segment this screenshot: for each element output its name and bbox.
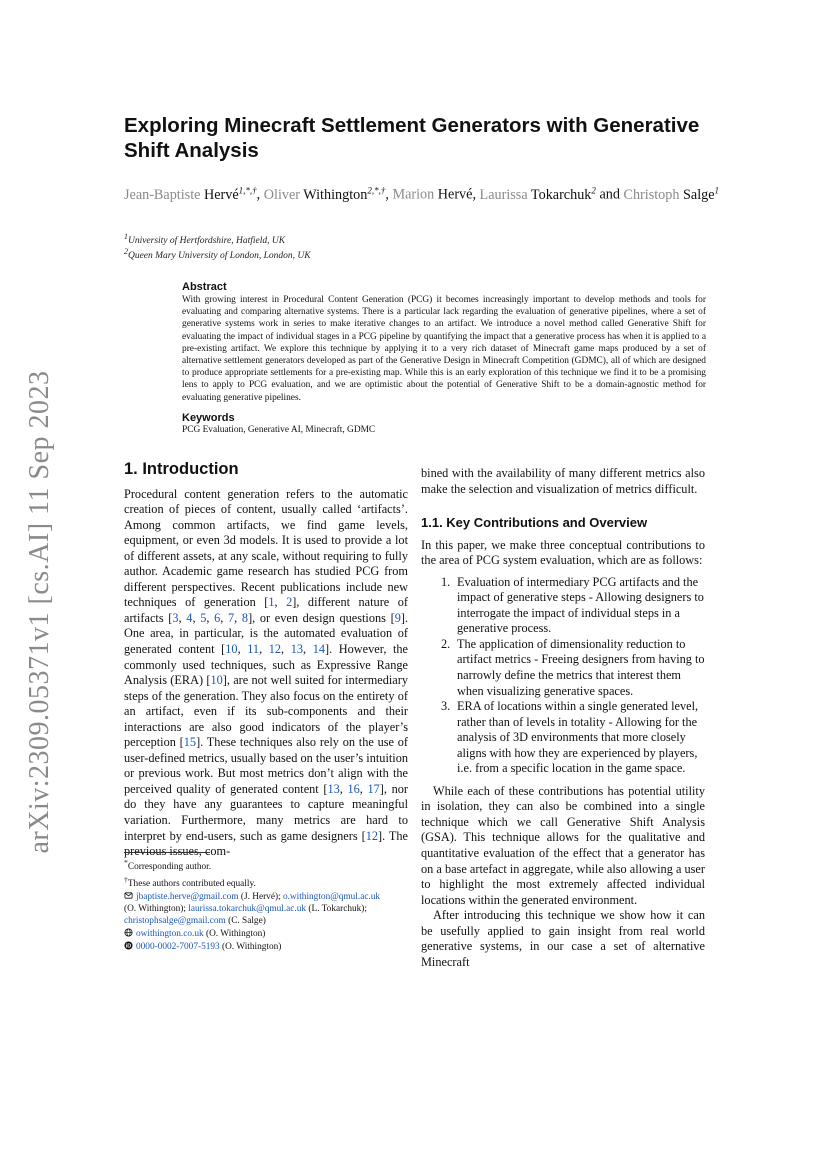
citation-link[interactable]: 14 (312, 642, 325, 657)
affiliation-2 (124, 247, 311, 261)
affiliation-2-text: Queen Mary University of London, London, UK (127, 251, 311, 262)
left-column (124, 462, 408, 860)
affiliation-2-mark: 2 (124, 247, 128, 256)
citation-link[interactable]: 13 (327, 781, 340, 796)
citation-link[interactable]: 2 (286, 595, 293, 610)
author-name: Marion Hervé (392, 186, 473, 203)
footnote-corresponding: *Corresponding author. (124, 858, 212, 873)
citation-link[interactable]: 6 (214, 610, 221, 625)
orcid-icon (124, 941, 133, 950)
intro-paragraph-continued: bined with the availability of many different metrics also make the selection and visualization of metrics difficult. (421, 466, 705, 496)
list-item: 3. ERA of locations within a single generated level, rather than of levels in totality - Allowing for the analysis of 3D environments that more closely aligns with how they are experienced by players, i.e. from a specific location in the game space. (441, 699, 699, 776)
footnote-website: owithington.co.uk (O. Withington) (124, 928, 414, 941)
section-1-heading: 1. Introduction (124, 460, 239, 478)
footnote-rule (124, 852, 210, 853)
email-icon (124, 891, 133, 900)
author-name: Laurissa Tokarchuk$^2$ (479, 185, 596, 203)
citation-link[interactable]: 3 (172, 610, 179, 625)
right-column (421, 466, 705, 970)
paper-title: Exploring Minecraft Settlement Generators with Generative Shift Analysis (124, 114, 700, 162)
citation-link[interactable]: 13 (290, 642, 304, 657)
affiliation-1-text: University of Hertfordshire, Hatfield, UK (127, 236, 286, 247)
citation-link[interactable]: 8 (241, 610, 249, 625)
svg-text:iD: iD (125, 943, 132, 950)
arxiv-id-text: arXiv:2309.05371v1 [cs.AI] 11 Sep 2023 (24, 370, 55, 854)
email-link-herve[interactable]: jbaptiste.herve@gmail.com (136, 892, 239, 902)
orcid-link[interactable]: 0000-0002-7007-5193 (136, 941, 220, 952)
citation-link[interactable]: 11 (247, 642, 260, 657)
citation-link[interactable]: 17 (367, 781, 380, 796)
footnote-emails: jbaptiste.herve@gmail.com (J. Hervé); o.withington@qmul.ac.uk (O. Withington); laurissa.tokarchuk@qmul.ac.uk (L. Tokarchuk); christophsalge@gmail.com (C. Salge) (124, 892, 381, 926)
citation-link[interactable]: 7 (228, 610, 235, 625)
author-name: Oliver Withington$^{2,*,\dagger}$ (263, 185, 386, 203)
keywords-heading: Keywords (182, 411, 235, 424)
email-link-salge[interactable]: christophsalge@gmail.com (124, 915, 226, 926)
author-list: Jean-Baptiste Hervé$^{1,*,\dagger}$, Oliver Withington$^{2,*,\dagger}$, Marion Hervé, Laurissa Tokarchuk$^2$ and Christoph Salge$^1$ (124, 185, 720, 203)
affiliation-1-mark: 1 (124, 232, 128, 241)
author-name: Christoph Salge$^1$ (623, 185, 720, 203)
abstract-heading: Abstract (182, 281, 227, 293)
gsa-paragraph: While each of these contributions has potential utility in isolation, they can also be combined into a single technique which we call Generative Shift Analysis (GSA). This technique allows for the qualitative and quantitative evaluation of the effect that a generator has on a base artefact in aggregate, while also allowing a user to highlight the most extremely affected individual locations within the generated environment. (421, 783, 705, 907)
intro-paragraph: Procedural content generation refers to the automatic creation of pieces of content, usually called ‘artifacts’. Among common artifacts, we find game levels, equipment, or even 3d models. It is used to provide a lot of different assets, at any scale, without requiring to fully author. Academic game research has studied PCG from different perspectives. Recent publications include new techniques of generation [1, 2], different nature of artifacts [3, 4, 5, 6, 7, 8], or even design questions [9]. One area, in particular, is the automated evaluation of generated content [10, 11, 12, 13, 14]. However, the commonly used techniques, such as Expressive Range Analysis (ERA) [10], are not well suited for intermediary steps of the generation. They also focus on the entirety of an artifact, even if its sub-components and their interactions are also good indicators of the player’s perception [15]. These techniques also rely on the use of user-defined metrics, usually based on the user’s intuition or previous work. But most metrics don’t align with the perceived quality of generated content [13, 16, 17], nor do they have any guarantees to capture meaningful variation. Furthermore, many metrics are hard to interpret by end-users, such as game designers [12]. The previous issues, com- (124, 486, 409, 859)
citation-link[interactable]: 4 (186, 610, 193, 625)
citation-link[interactable]: 15 (183, 735, 197, 750)
application-paragraph: After introducing this technique we show how it can be usefully applied to gain insight from real world generative systems, in our case a set of alternative Minecraft (421, 908, 705, 969)
citation-link[interactable]: 9 (394, 610, 401, 625)
citation-link[interactable]: 12 (365, 828, 378, 843)
email-link-withington[interactable]: o.withington@qmul.ac.uk (282, 892, 381, 902)
citation-link[interactable]: 12 (268, 642, 282, 657)
globe-icon (124, 928, 133, 937)
section-1-1-heading: 1.1. Key Contributions and Overview (421, 515, 648, 531)
keywords-text: PCG Evaluation, Generative AI, Minecraft, GDMC (182, 424, 376, 435)
citation-link[interactable]: 16 (347, 781, 360, 796)
list-item: 2. The application of dimensionality reduction to artifact metrics - Freeing designers from having to narrowly define the metrics that interest them when visualizing generative spaces. (441, 636, 705, 698)
author-name: Jean-Baptiste Hervé$^{1,*,\dagger}$ (124, 185, 257, 203)
citation-link[interactable]: 10 (225, 642, 238, 657)
list-item: 1. Evaluation of intermediary PCG artifacts and the impact of generative steps - Allowing designers to interrogate the impact of individual steps in a generative process. (441, 574, 704, 636)
citation-link[interactable]: 1 (268, 595, 275, 610)
email-link-tokarchuk[interactable]: laurissa.tokarchuk@qmul.ac.uk (188, 903, 307, 914)
abstract-block (182, 281, 706, 436)
citation-link[interactable]: 5 (200, 610, 207, 625)
abstract-text: With growing interest in Procedural Content Generation (PCG) it becomes increasingly important to develop methods and tools for evaluating and comparing alternative systems. There is a particular lack regarding the evaluation of generative pipelines, where a set of generative systems work in series to make iterative changes to an artifact. We introduce a novel method called Generative Shift for evaluating the impact of individual stages in a PCG pipeline by quantifying the impact that a generative process has when it is applied to a pre-existing artifact. We explore this technique by applying it to a very rich dataset of Minecraft game maps produced by a set of alternative settlement generators developed as part of the Generative Design in Minecraft Competition (GDMC), all of which are designed to produce appropriate settlements for a pre-existing map. While this is an early exploration of this technique we find it to be a promising lens to apply to PCG evaluation, and we are optimistic about the potential of Generative Shift to be a domain-agnostic method for evaluating generative pipelines. (182, 295, 706, 403)
contributions-intro: In this paper, we make three conceptual contributions to the area of PCG system evaluation, which are as follows: (421, 537, 705, 568)
footnotes (124, 852, 414, 954)
footnote-equal: †These authors contributed equally. (124, 875, 256, 890)
affiliation-1 (124, 232, 285, 246)
footnote-orcid: iD 0000-0002-7007-5193 (O. Withington) (125, 941, 282, 952)
arxiv-identifier-sidebar (10, 372, 70, 852)
website-link[interactable]: owithington.co.uk (136, 928, 204, 939)
citation-link[interactable]: 10 (210, 673, 223, 688)
contributions-list (421, 575, 705, 777)
